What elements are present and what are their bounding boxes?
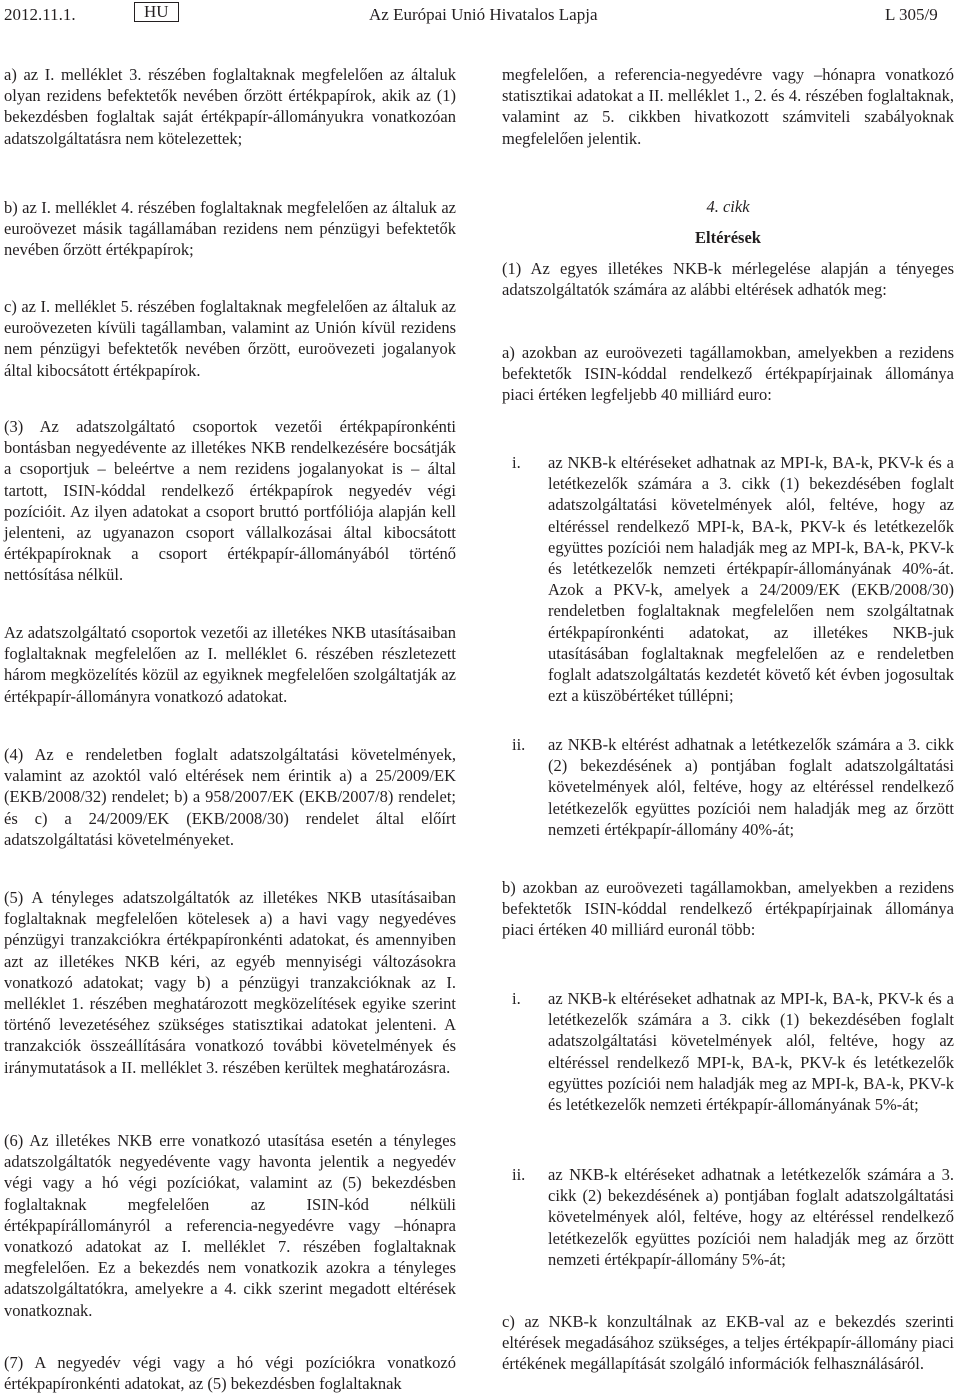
- left-point-a: a) az I. melléklet 3. részében foglaltaknak megfelelően az általuk olyan rezidens befektetők nevében őrzött értékpapírok, akik az (1) bekezdésben foglaltak saját értékpapír-állományukra vonatkozóan adatszolgáltatásra nem kötelezettek;: [4, 65, 456, 148]
- left-point-c: c) az I. melléklet 5. részében foglaltaknak megfelelően az általuk az euroövezeten kívüli tagállamban, valamint az Unión kívül rezidens nem pénzügyi befektetők nevében őrzött, euroövezeti jogalanyok által kibocsátott értékpapírok.: [4, 297, 456, 380]
- header-language-badge: HU: [134, 2, 179, 22]
- roman-label: ii.: [512, 1165, 526, 1184]
- article-title: Eltérések: [695, 228, 761, 247]
- left-paragraph-4: (4) Az e rendeletben foglalt adatszolgáltatási követelmények, valamint az azoktól való eltérések nem érintik a) a 25/2009/EK (EKB/2008/32) rendelet; b) a 958/2007/EK (EKB/2007/8) rendelet; és c) a 24/2009/EK (EKB/2008/30) rendelet által előírt adatszolgáltatási követelményeket.: [4, 745, 456, 849]
- right-point-b-i: i. az NKB-k eltéréseket adhatnak az MPI-k, BA-k, PKV-k és a letétkezelők számára a 3. cikk (1) bekezdésében foglalt adatszolgáltatási követelmények alól, feltéve, hogy az eltéréssel rendelkező MPI-k, BA-k, PKV-k és letétkezelők együttes pozíciói nem haladják meg az MPI-k, BA-k, PKV-k és letétkezelők nemzeti értékpapír-állományának 5%-át;: [512, 989, 954, 1115]
- header-date: 2012.11.1.: [4, 5, 76, 24]
- left-paragraph-5: (5) A tényleges adatszolgáltatók az illetékes NKB utasításaiban foglaltaknak megfelelően kötelesek a) a havi vagy negyedéves pénzügyi tranzakciókra értékpapíronkénti adatokat, és amennyiben azt az illetékes NKB kéri, az egyéb mennyiségi változásokra vonatkozó adatokat; vagy b) a pénzügyi tranzakcióknak az I. melléklet 1. részében meghatározott megközelítések egyike szerint történő levezetéséhez szükséges statisztikai adatokat jelenteni. A tranzakciók összeállítására vonatkozó további követelmények és iránymutatások a II. melléklet 3. részében kerültek meghatározásra.: [4, 888, 456, 1077]
- right-paragraph-1: (1) Az egyes illetékes NKB-k mérlegelése alapján a tényeges adatszolgáltatók számára az alábbi eltérések adhatók meg:: [502, 259, 954, 300]
- left-point-b: b) az I. melléklet 4. részében foglaltaknak megfelelően az általuk az euroövezet másik tagállamában rezidens nem pénzügyi befektetők nevében őrzött értékpapírok;: [4, 198, 456, 260]
- page-header: [0, 0, 960, 34]
- left-paragraph-7: (7) A negyedév végi vagy a hó végi pozíciókra vonatkozó értékpapíronkénti adatokat, az (5) bekezdésben foglaltaknak: [4, 1353, 456, 1394]
- article-number: 4. cikk: [706, 197, 750, 216]
- roman-label: i.: [512, 989, 521, 1008]
- right-point-a-ii: ii. az NKB-k eltérést adhatnak a letétkezelők számára a 3. cikk (2) bekezdésének a) pontjában foglalt adatszolgáltatási követelmények alól, feltéve, hogy az eltéréssel rendelkező letétkezelők együttes pozíciói nem haladják meg az őrzött nemzeti értékpapír-állomány 40%-át;: [512, 735, 954, 839]
- right-point-c: c) az NKB-k konzultálnak az EKB-val az e bekezdés szerinti eltérések megadásához szükséges, a teljes értékpapír-állomány piaci értékének megállapítását szolgáló információk felhasználásáról.: [502, 1312, 954, 1374]
- right-point-b: b) azokban az euroövezeti tagállamokban, amelyekben a rezidens befektetők ISIN-kóddal rendelkező értékpapírjainak állománya piaci értéken 40 milliárd euronál több:: [502, 878, 954, 940]
- header-journal-title: Az Európai Unió Hivatalos Lapja: [369, 5, 598, 24]
- right-continuation: megfelelően, a referencia-negyedévre vagy –hónapra vonatkozó statisztikai adatokat a II. melléklet 1., 2. és 4. részében foglaltaknak, valamint az 5. cikkben hivatkozott számviteli szabályoknak megfelelően jelentik.: [502, 65, 954, 148]
- roman-label: i.: [512, 453, 521, 472]
- right-point-b-ii: ii. az NKB-k eltéréseket adhatnak a letétkezelők számára a 3. cikk (2) bekezdésének a) pontjában foglalt adatszolgáltatási követelmények alól, feltéve, hogy az eltéréssel rendelkező letétkezelők együttes pozíciói nem haladják meg az őrzött nemzeti értékpapír-állomány 5%-át;: [512, 1165, 954, 1269]
- left-paragraph-3: (3) Az adatszolgáltató csoportok vezetői értékpapíronkénti bontásban negyedévente az illetékes NKB rendelkezésére bocsátják a csoportjuk – beleértve a nem rezidens jogalanyokat is – által tartott, ISIN-kóddal rendelkező értékpapírok negyedév végi pozícióit. Az ilyen adatokat a csoport bruttó portfóliója alapján kell jelenteni, az ugyanazon csoport vállalkozásai által kibocsátott értékpapíroknak a csoport értékpapír-állományából történő nettósítása nélkül.: [4, 417, 456, 585]
- right-point-a-i: i. az NKB-k eltéréseket adhatnak az MPI-k, BA-k, PKV-k és a letétkezelők számára a 3. cikk (1) bekezdésében foglalt adatszolgáltatási követelmények alól, feltéve, hogy az eltéréssel rendelkező MPI-k, BA-k, PKV-k és letétkezelők együttes pozíciói nem haladják meg az MPI-k, BA-k, PKV-k és letétkezelők nemzeti értékpapír-állományának 40%-át. Azok a PKV-k, amelyek a 24/2009/EK (EKB/2008/30) rendeletben foglaltaknak megfelelően nem szolgáltatnak értékpapíronkénti adatokat, az illetékes NKB-juk utasításában foglaltaknak megfelelően az e rendeletben foglalt adatszolgáltatás kezdetét követő két évben jogosultak ezt a küszöbértéket túllépni;: [512, 453, 954, 706]
- right-point-a: a) azokban az euroövezeti tagállamokban, amelyekben a rezidens befektetők ISIN-kóddal rendelkező értékpapírjainak állománya piaci értéken legfeljebb 40 milliárd euro:: [502, 343, 954, 405]
- left-paragraph-6: (6) Az illetékes NKB erre vonatkozó utasítása esetén a tényleges adatszolgáltatók negyedévente vagy havonta jelentik a negyedév végi vagy a hó végi pozíciókat, valamint az (5) bekezdésben foglaltaknak megfelelően az ISIN-kód nélküli értékpapírállományról a referencia-negyedévre vagy –hónapra vonatkozó adatokat az I. melléklet 7. részében foglaltaknak megfelelően. Ez a bekezdés nem vonatkozik azokra a tényleges adatszolgáltatókra, amelyekre a 4. cikk szerint megadott eltérések vonatkoznak.: [4, 1131, 456, 1320]
- header-page-number: L 305/9: [885, 5, 938, 24]
- roman-label: ii.: [512, 735, 526, 754]
- left-paragraph-3-continued: Az adatszolgáltató csoportok vezetői az illetékes NKB utasításaiban foglaltaknak megfelelően az I. melléklet 6. részében részletezett három megközelítés közül az egyiknek megfelelően szolgáltatják az értékpapír-állományra vonatkozó adatokat.: [4, 623, 456, 706]
